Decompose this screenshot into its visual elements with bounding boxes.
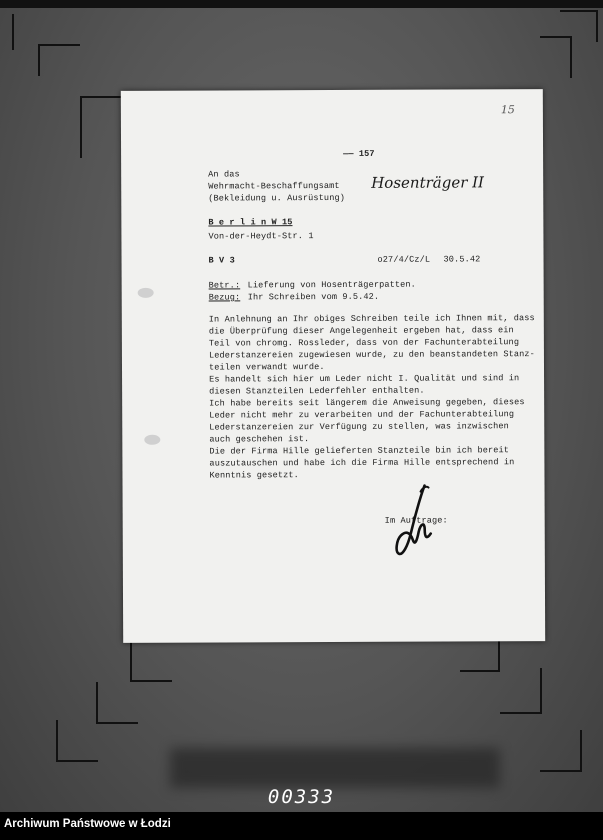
corner-mark — [38, 44, 80, 76]
reference-text: Ihr Schreiben vom 9.5.42. — [247, 291, 380, 303]
corner-mark — [80, 96, 122, 158]
recipient-line-1: An das — [208, 169, 240, 180]
corner-mark — [130, 640, 172, 682]
body-line: In Anlehnung an Ihr obiges Schreiben teile ich Ihnen mit, dass — [208, 313, 535, 325]
body-line: Leder nicht mehr zu verarbeiten und der Fachunterabteilung — [209, 409, 515, 421]
body-line: die Überprüfung dieser Angelegenheit ergeben hat, dass ein — [208, 325, 514, 337]
body-line: Es handelt sich hier um Leder nicht I. Qualität und sind in — [209, 373, 520, 385]
film-edge — [0, 0, 603, 8]
recipient-city: B e r l i n W 15 — [208, 217, 293, 228]
closing-text: Im Auftrage: — [384, 515, 448, 526]
body-line: auch geschehen ist. — [209, 434, 310, 445]
recipient-line-3: (Bekleidung u. Ausrüstung) — [208, 192, 345, 204]
body-line: Teil von chromg. Rossleder, dass von der Fachunterabteilung — [208, 337, 520, 349]
body-line: diesen Stanzteilen Lederfehler enthalten. — [209, 385, 425, 397]
letter-page — [121, 89, 545, 643]
body-line: Die der Firma Hille gelieferten Stanzteile bin ich bereit — [209, 445, 510, 457]
punch-hole — [144, 435, 160, 445]
body-line: auszutauschen und habe ich die Firma Hille entsprechend in — [209, 457, 515, 469]
shadow — [170, 748, 500, 788]
corner-mark — [500, 668, 542, 714]
reference-code: o27/4/Cz/L — [377, 254, 431, 265]
handwritten-note: Hosenträger II — [371, 173, 485, 192]
recipient-street: Von-der-Heydt-Str. 1 — [208, 231, 314, 242]
date: 30.5.42 — [443, 254, 481, 265]
corner-mark — [560, 10, 598, 42]
body-line: teilen verwandt wurde. — [208, 362, 325, 373]
corner-mark — [56, 720, 98, 762]
subject-label: Betr.: — [208, 280, 241, 291]
body-line: Lederstanzereien zur Verfügung zu stellen, was inzwischen — [209, 421, 509, 433]
reference-label: Bezug: — [208, 292, 241, 303]
frame-number: 00333 — [267, 786, 336, 808]
code-left: B V 3 — [208, 255, 235, 266]
corner-mark — [96, 682, 138, 724]
body-line: Lederstanzereien zugewiesen wurde, zu den beanstandeten Stanz- — [208, 349, 535, 361]
document-number: —— 157 — [343, 148, 375, 159]
page-corner-number: 15 — [500, 103, 515, 117]
corner-mark — [540, 36, 572, 78]
body-line: Ich habe bereits seit längerem die Anweisung gegeben, dieses — [209, 397, 525, 409]
archive-name: Archiwum Państwowe w Łodzi — [4, 818, 171, 830]
punch-hole — [138, 288, 154, 298]
subject-text: Lieferung von Hosenträgerpatten. — [247, 279, 416, 291]
body-line: Kenntnis gesetzt. — [209, 470, 299, 481]
corner-mark — [540, 730, 582, 772]
signature-icon — [381, 482, 441, 572]
recipient-line-2: Wehrmacht-Beschaffungsamt — [208, 180, 340, 192]
